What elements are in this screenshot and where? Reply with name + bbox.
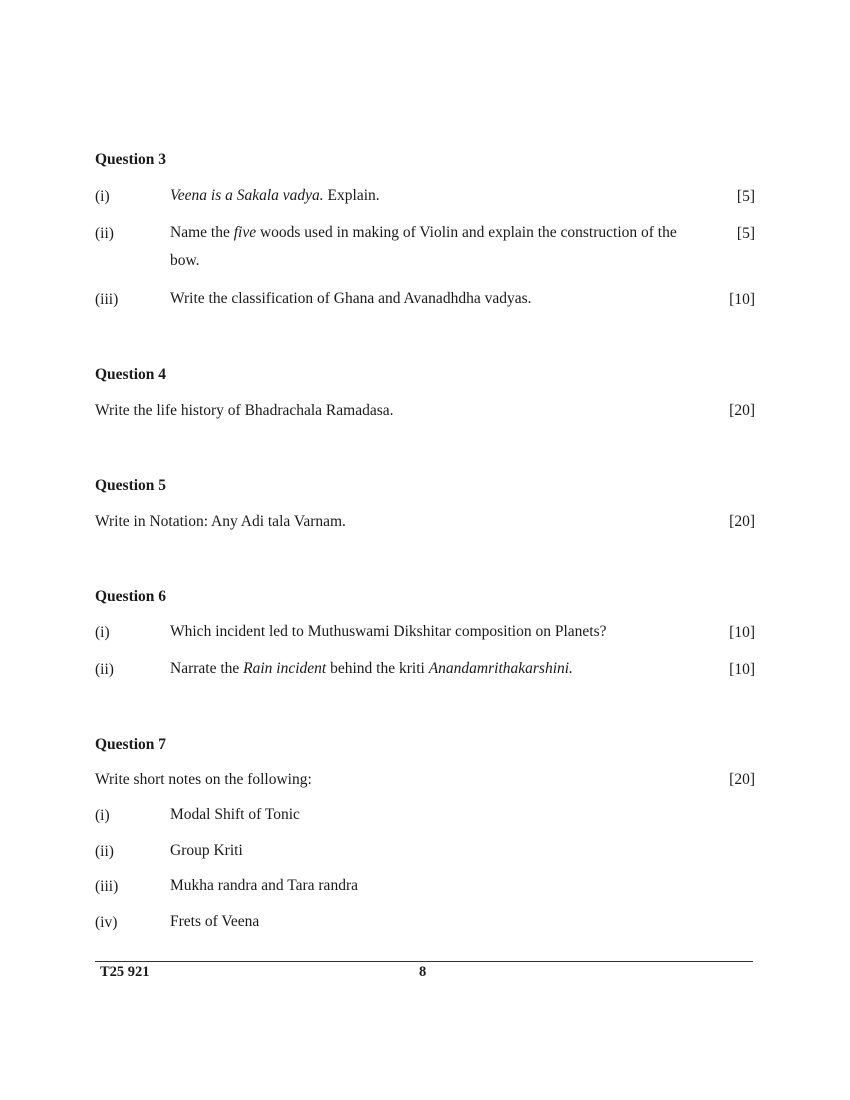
question-6-heading: Question 6: [95, 588, 167, 605]
item-number: (iii): [95, 291, 119, 308]
question-4-heading: Question 4: [95, 366, 167, 383]
item-marks: [5]: [736, 188, 755, 205]
item-number: (i): [95, 807, 110, 824]
question-marks: [20]: [729, 513, 755, 530]
item-text: Write the classification of Ghana and Avanadhdha vadyas.: [170, 290, 532, 307]
item-text: Mukha randra and Tara randra: [170, 877, 358, 894]
item-number: (i): [95, 188, 110, 205]
item-number: (i): [95, 624, 110, 641]
item-text: Which incident led to Muthuswami Dikshitar composition on Planets?: [170, 623, 607, 640]
item-number: (ii): [95, 661, 114, 678]
item-text: Frets of Veena: [170, 913, 260, 930]
item-marks: [5]: [736, 225, 755, 242]
item-number: (ii): [95, 225, 114, 242]
question-7-heading: Question 7: [95, 736, 167, 753]
paper-code: T25 921: [100, 964, 150, 980]
item-marks: [10]: [729, 661, 755, 678]
item-text: Modal Shift of Tonic: [170, 806, 300, 823]
question-5-heading: Question 5: [95, 477, 167, 494]
item-number: (iv): [95, 914, 118, 931]
question-text: Write the life history of Bhadrachala Ramadasa.: [95, 402, 394, 419]
item-text: Veena is a Sakala vadya. Explain.: [170, 187, 380, 204]
page-number: 8: [419, 964, 427, 980]
question-3-heading: Question 3: [95, 151, 167, 168]
item-text: Group Kriti: [170, 842, 243, 859]
question-marks: [20]: [729, 771, 755, 788]
item-marks: [10]: [729, 291, 755, 308]
item-marks: [10]: [729, 624, 755, 641]
item-number: (ii): [95, 843, 114, 860]
item-text: Narrate the Rain incident behind the kriti Anandamrithakarshini.: [170, 660, 573, 677]
question-text: Write short notes on the following:: [95, 771, 312, 788]
question-marks: [20]: [729, 402, 755, 419]
footer-divider: [95, 961, 753, 962]
item-number: (iii): [95, 878, 119, 895]
item-text: Name the five woods used in making of Violin and explain the construction of the bow.: [170, 224, 677, 269]
question-text: Write in Notation: Any Adi tala Varnam.: [95, 513, 346, 530]
